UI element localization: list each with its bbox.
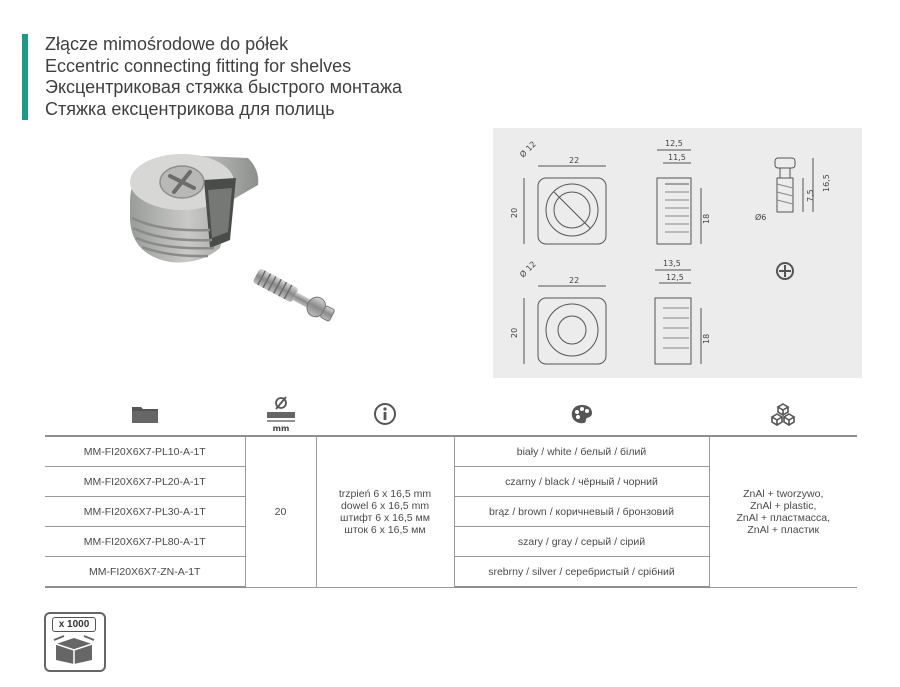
- package-badge: [44, 612, 106, 672]
- title-pl: Złącze mimośrodowe do półek: [45, 34, 289, 54]
- material-line: ZnAl + пластмасса,: [736, 511, 831, 524]
- material-line: ZnAl + tworzywo,: [743, 487, 824, 500]
- dim-top-outer: 12,5: [665, 139, 683, 148]
- size-value: 20: [245, 436, 316, 587]
- product-code: MM-FI20X6X7-PL80-A-1T: [45, 527, 245, 557]
- material-line: ZnAl + пластик: [747, 523, 820, 536]
- title-block: [45, 34, 402, 120]
- title-uk: Стяжка ексцентрикова для полиць: [45, 98, 335, 119]
- product-code: MM-FI20X6X7-PL10-A-1T: [45, 436, 245, 467]
- table-row: [45, 436, 857, 467]
- dim-top-width: 22: [569, 156, 580, 165]
- color-value: brąz / brown / коричневый / бронзовий: [454, 497, 709, 527]
- info-line: штифт 6 x 16,5 мм: [340, 511, 430, 524]
- material-line: ZnAl + plastic,: [750, 499, 817, 512]
- product-code: MM-FI20X6X7-PL20-A-1T: [45, 467, 245, 497]
- info-cell: [316, 436, 454, 587]
- product-code: MM-FI20X6X7-PL30-A-1T: [45, 497, 245, 527]
- dim-top-diameter: Ø 12: [518, 139, 538, 160]
- column-icons: [45, 392, 857, 436]
- diameter-mm-icon: [245, 392, 316, 436]
- dim-bottom-inner: 12,5: [666, 273, 684, 282]
- folder-icon: [45, 392, 245, 436]
- package-quantity: x 1000: [52, 617, 96, 632]
- dim-screw-diameter: Ø6: [755, 213, 767, 222]
- dim-screw-thread: 7,5: [806, 189, 815, 202]
- cubes-icon: [709, 392, 857, 436]
- color-value: szary / gray / серый / сірий: [454, 527, 709, 557]
- info-line: dowel 6 x 16,5 mm: [340, 499, 430, 512]
- size-unit: mm: [272, 424, 289, 433]
- accent-bar: [22, 34, 28, 120]
- info-icon: [316, 392, 454, 436]
- dim-bottom-outer: 13,5: [663, 259, 681, 268]
- info-line: шток 6 x 16,5 мм: [344, 523, 426, 536]
- dim-bottom-side-height: 18: [702, 333, 711, 344]
- technical-drawings: [493, 128, 862, 378]
- title-ru: Эксцентриковая стяжка быстрого монтажа: [45, 77, 403, 97]
- dim-screw-length: 16,5: [822, 174, 831, 192]
- color-value: biały / white / белый / білий: [454, 436, 709, 467]
- material-cell: [709, 436, 857, 587]
- product-code: MM-FI20X6X7-ZN-A-1T: [45, 557, 245, 588]
- dim-top-height: 20: [510, 207, 519, 218]
- dim-top-side-height: 18: [702, 213, 711, 224]
- spec-table: [45, 435, 857, 588]
- product-image: [120, 140, 360, 340]
- box-icon: [52, 634, 96, 664]
- color-value: czarny / black / чёрный / чорний: [454, 467, 709, 497]
- palette-icon: [454, 392, 709, 436]
- color-value: srebrny / silver / серебристый / срібний: [454, 557, 709, 588]
- info-line: trzpień 6 x 16,5 mm: [338, 487, 432, 500]
- dim-bottom-height: 20: [510, 327, 519, 338]
- dim-bottom-width: 22: [569, 276, 580, 285]
- dim-bottom-diameter: Ø 12: [518, 259, 538, 280]
- title-en: Eccentric connecting fitting for shelves: [45, 55, 352, 76]
- dim-top-inner: 11,5: [668, 153, 686, 162]
